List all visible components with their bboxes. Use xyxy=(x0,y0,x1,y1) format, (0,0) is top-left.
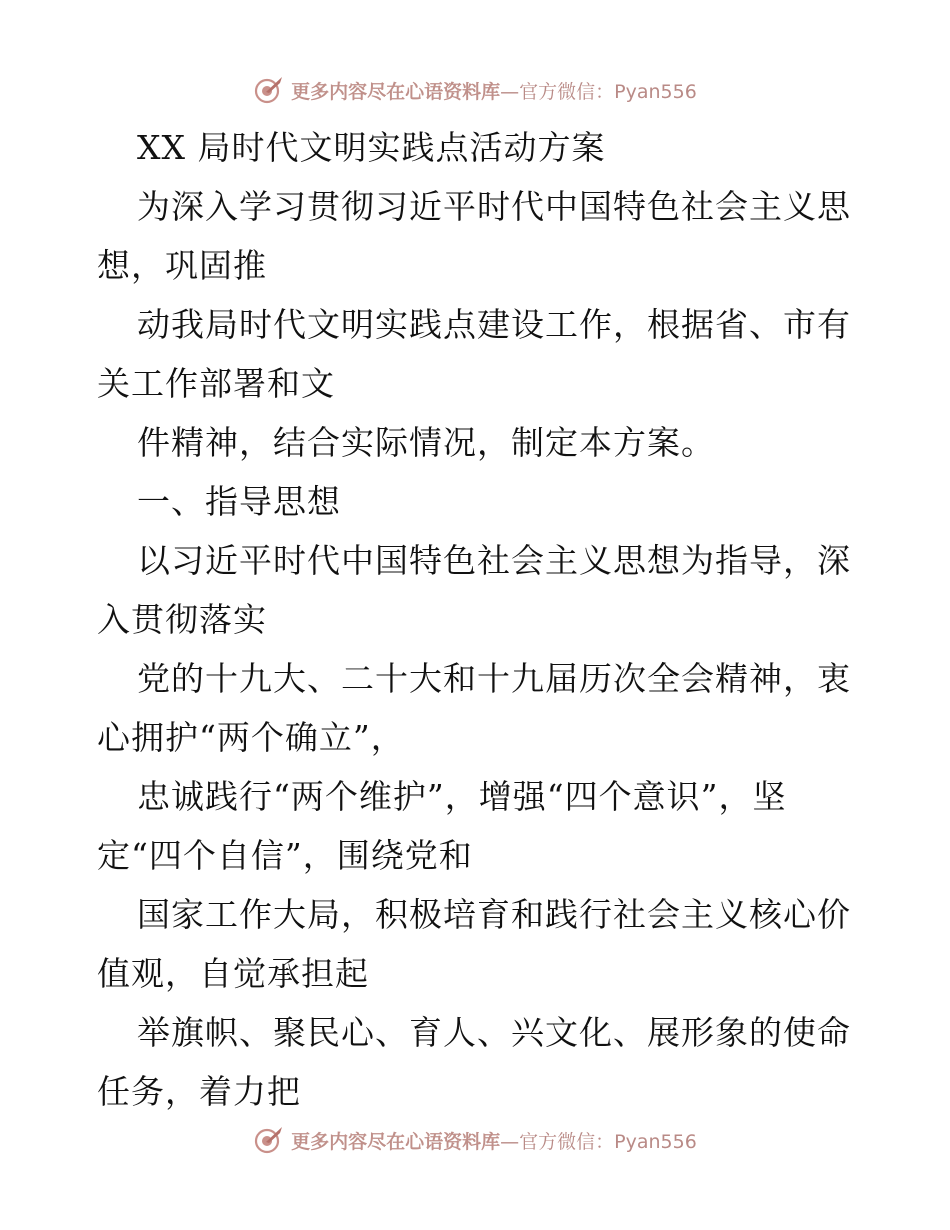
paragraph-line: 心拥护“两个确立”， xyxy=(97,718,405,757)
quill-seal-icon xyxy=(253,1124,285,1156)
paragraph-line: 动我局时代文明实践点建设工作，根据省、市有 xyxy=(137,305,851,344)
paragraph-line: 以习近平时代中国特色社会主义思想为指导，深 xyxy=(137,541,851,580)
watermark-dash: — xyxy=(500,1130,520,1153)
paragraph-line: 为深入学习贯彻习近平时代中国特色社会主义思 xyxy=(137,187,851,226)
watermark-text xyxy=(291,77,697,104)
paragraph-line: 任务，着力把 xyxy=(97,1072,301,1111)
paragraph-line: 入贯彻落实 xyxy=(97,600,267,639)
footer-watermark xyxy=(0,1120,950,1160)
watermark-dash: — xyxy=(500,80,520,103)
paragraph-line: 定“四个自信”，围绕党和 xyxy=(97,836,473,875)
watermark-text xyxy=(291,1127,697,1154)
paragraph-line: 国家工作大局，积极培育和践行社会主义核心价 xyxy=(137,895,851,934)
watermark-contact: 官方微信：Pyan556 xyxy=(519,80,697,103)
watermark-brand: 更多内容尽在心语资料库 xyxy=(291,80,501,103)
document-title: XX 局时代文明实践点活动方案 xyxy=(137,128,606,167)
paragraph-line: 忠诚践行“两个维护”，增强“四个意识”，坚 xyxy=(137,777,787,816)
header-watermark xyxy=(0,70,950,110)
paragraph-line: 值观，自觉承担起 xyxy=(97,954,369,993)
quill-seal-icon xyxy=(253,74,285,106)
watermark-brand: 更多内容尽在心语资料库 xyxy=(291,1130,501,1153)
document-body xyxy=(97,118,857,1121)
paragraph-line: 想，巩固推 xyxy=(97,246,267,285)
paragraph-line: 件精神，结合实际情况，制定本方案。 xyxy=(137,423,715,462)
paragraph-line: 举旗帜、聚民心、育人、兴文化、展形象的使命 xyxy=(137,1013,851,1052)
paragraph-line: 党的十九大、二十大和十九届历次全会精神，衷 xyxy=(137,659,851,698)
paragraph-line: 关工作部署和文 xyxy=(97,364,335,403)
section-heading: 一、指导思想 xyxy=(137,482,341,521)
watermark-contact: 官方微信：Pyan556 xyxy=(519,1130,697,1153)
